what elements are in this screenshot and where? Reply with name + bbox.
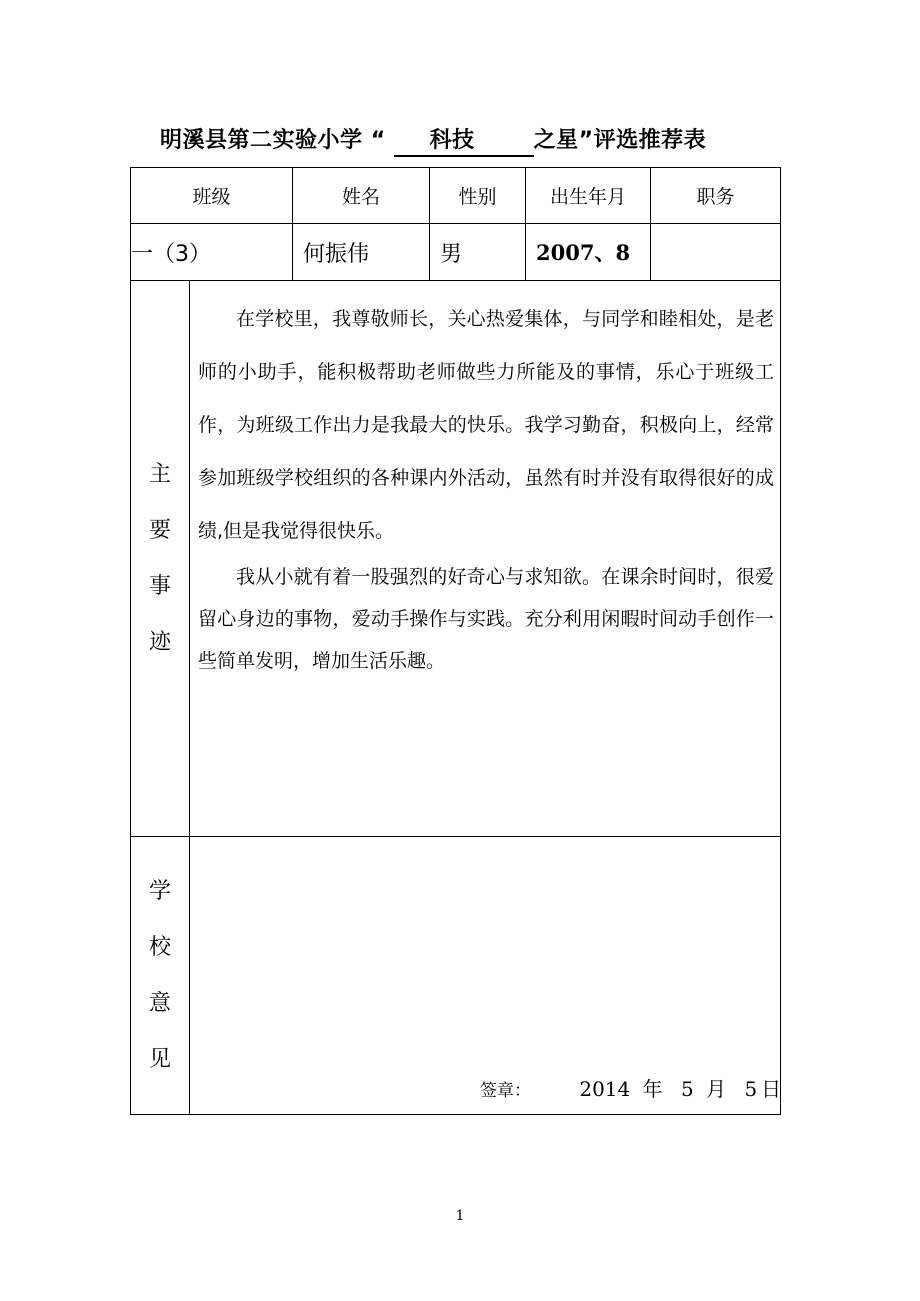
opinion-label-char: 见 (148, 1046, 171, 1072)
deeds-label-char: 迹 (148, 629, 171, 655)
signature-label: 签章： (480, 1081, 531, 1101)
student-birth: 2007、8 (526, 224, 651, 281)
deeds-label-char: 主 (148, 461, 171, 487)
header-birth: 出生年月 (526, 168, 651, 224)
deeds-row (131, 281, 781, 837)
sign-month-unit: 月 (706, 1077, 727, 1101)
sign-year-unit: 年 (642, 1077, 663, 1101)
title-open-quote: “ (370, 128, 386, 153)
header-row (131, 168, 781, 224)
header-name: 姓名 (293, 168, 430, 224)
form-title (130, 124, 790, 158)
signature-line (480, 1073, 781, 1102)
opinion-label-char: 学 (148, 878, 171, 904)
star-category: 科技 (394, 127, 534, 157)
sign-year: 2014 (579, 1077, 631, 1101)
sign-month: 5 (680, 1077, 694, 1101)
opinion-label (131, 837, 190, 1115)
deeds-label-char: 事 (148, 573, 171, 599)
deeds-content (190, 281, 781, 837)
page-number: 1 (455, 1208, 465, 1224)
header-class: 班级 (131, 168, 293, 224)
opinion-label-char: 校 (148, 934, 171, 960)
header-position: 职务 (651, 168, 781, 224)
title-suffix: 之星”评选推荐表 (533, 128, 707, 153)
recommendation-table (130, 167, 781, 1115)
student-row (131, 224, 781, 281)
header-gender: 性别 (430, 168, 526, 224)
deeds-paragraph-2: 我从小就有着一股强烈的好奇心与求知欲。在课余时间时，很爱留心身边的事物，爱动手操作与实践。充分利用闲暇时间动手创作一些简单发明，增加生活乐趣。 (198, 566, 775, 672)
sign-day: 5 (744, 1077, 758, 1101)
opinion-row (131, 837, 781, 1115)
student-name: 何振伟 (293, 224, 430, 281)
sign-day-unit: 日 (761, 1077, 782, 1101)
opinion-label-char: 意 (148, 990, 171, 1016)
student-class: 一（3） (131, 224, 293, 281)
opinion-content (190, 837, 781, 1115)
deeds-label-char: 要 (148, 517, 171, 543)
deeds-label (131, 281, 190, 837)
deeds-paragraph-1: 在学校里，我尊敬师长，关心热爱集体，与同学和睦相处，是老师的小助手，能积极帮助老师做些力所能及的事情，乐心于班级工作，为班级工作出力是我最大的快乐。我学习勤奋，积极向上，经常参加班级学校组织的各种课内外活动，虽然有时并没有取得很好的成绩,但是我觉得很快乐。 (198, 308, 775, 542)
school-name: 明溪县第二实验小学 (160, 128, 363, 153)
student-gender: 男 (430, 224, 526, 281)
student-position (651, 224, 781, 281)
